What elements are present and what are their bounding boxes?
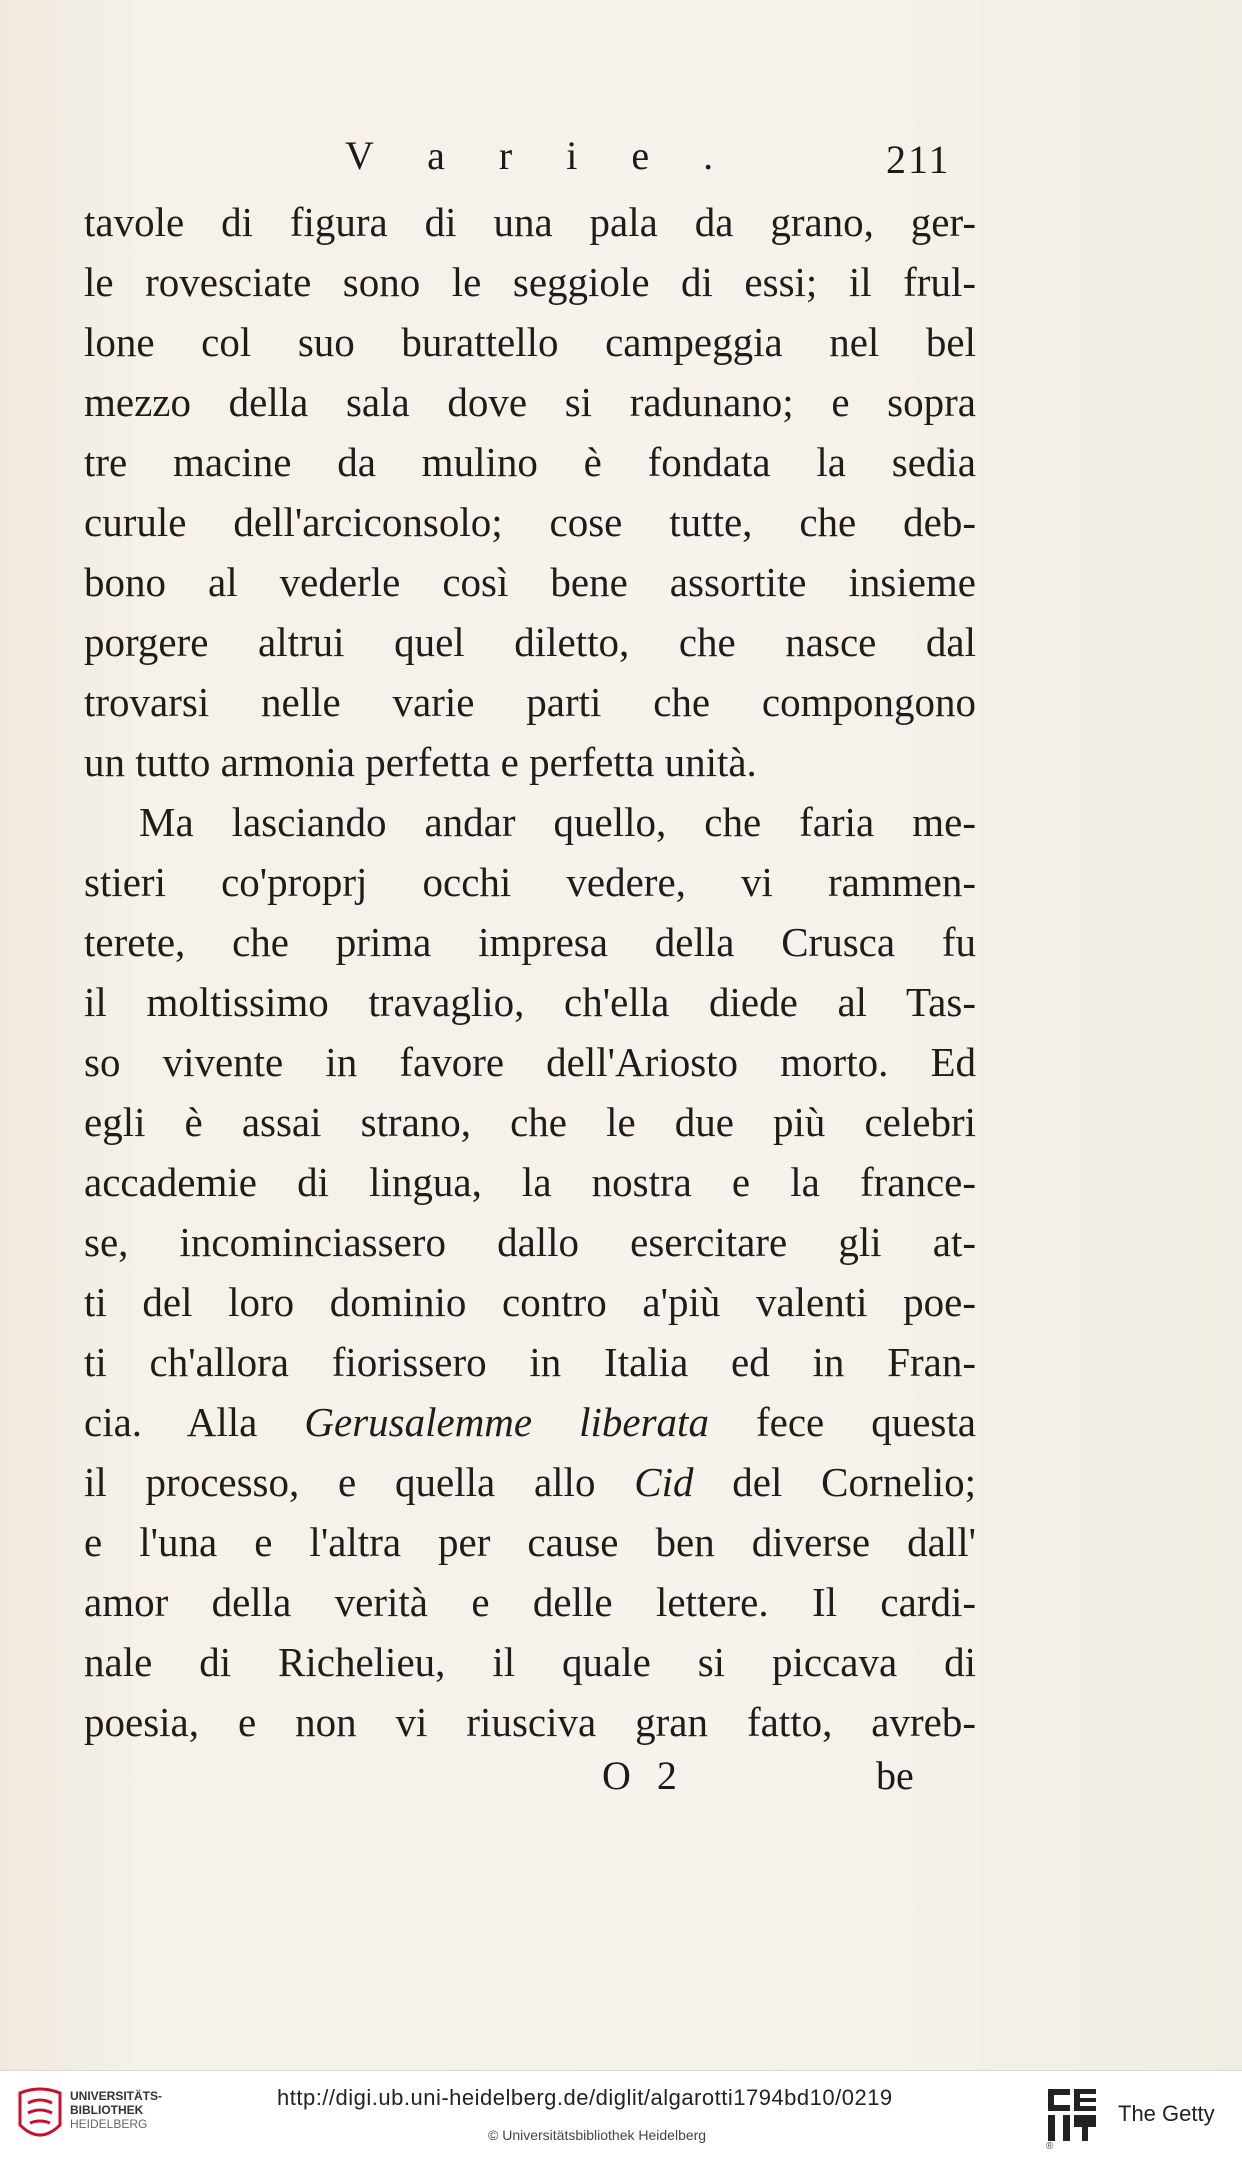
text-run: il processo, e quella allo [84, 1459, 635, 1505]
text-line: ti del loro dominio contro a'più valenti poe- [84, 1279, 976, 1325]
italic-title: Gerusalemme liberata [304, 1399, 709, 1445]
text-line: nale di Richelieu, il quale si piccava di [84, 1639, 976, 1685]
copyright-notice: © Universitätsbibliothek Heidelberg [488, 2127, 707, 2143]
text-line: mezzo della sala dove si radunano; e sopra [84, 379, 976, 425]
running-head-title: V a r i e . [345, 133, 736, 178]
text-line: terete, che prima impresa della Crusca fu [84, 919, 976, 965]
text-line: se, incominciassero dallo esercitare gli at- [84, 1219, 976, 1265]
permalink-url[interactable]: http://digi.ub.uni-heidelberg.de/diglit/algarotti1794bd10/0219 [277, 2085, 893, 2110]
registered-mark: ® [1046, 2141, 1054, 2152]
page-number: 211 [886, 137, 951, 182]
text-line: il moltissimo travaglio, ch'ella diede al Tas- [84, 979, 976, 1025]
italic-title: Cid [634, 1459, 694, 1505]
text-run: cia. Alla [84, 1399, 305, 1445]
text-line: lone col suo burattello campeggia nel bel [84, 319, 976, 365]
viewer-footer [0, 2070, 1242, 2159]
text-line: porgere altrui quel diletto, che nasce dal [84, 619, 976, 665]
text-line: trovarsi nelle varie parti che compongono [84, 679, 976, 725]
text-line-paragraph-start: Ma lasciando andar quello, che faria me- [139, 799, 976, 845]
text-line: un tutto armonia perfetta e perfetta unità. [84, 739, 757, 785]
text-line: tre macine da mulino è fondata la sedia [84, 439, 976, 485]
library-name-line: UNIVERSITÄTS- [70, 2089, 163, 2103]
text-run: del Cornelio; [693, 1459, 976, 1505]
text-line: tavole di figura di una pala da grano, ger- [84, 199, 976, 245]
getty-logo-icon[interactable] [1046, 2087, 1098, 2145]
university-library-name [70, 2089, 162, 2131]
body-text [84, 192, 976, 1752]
university-library-logo-icon[interactable] [14, 2085, 66, 2145]
text-line: curule dell'arciconsolo; cose tutte, che deb- [84, 499, 976, 545]
text-line: e l'una e l'altra per cause ben diverse dall' [84, 1519, 976, 1565]
library-name-line: HEIDELBERG [70, 2117, 148, 2131]
text-line-italic-title [84, 1392, 976, 1452]
text-line: so vivente in favore dell'Ariosto morto. Ed [84, 1039, 976, 1085]
catchword: be [876, 1753, 914, 1798]
text-line: poesia, e non vi riusciva gran fatto, avreb- [84, 1699, 976, 1745]
text-run: fece questa [708, 1399, 976, 1445]
text-line-italic-title [84, 1452, 976, 1512]
signature-mark: O 2 [602, 1753, 685, 1798]
getty-label: The Getty [1118, 2101, 1215, 2126]
text-line: accademie di lingua, la nostra e la france- [84, 1159, 976, 1205]
text-line: le rovesciate sono le seggiole di essi; il frul- [84, 259, 976, 305]
text-line: ti ch'allora fiorissero in Italia ed in Fran- [84, 1339, 976, 1385]
text-line: stieri co'proprj occhi vedere, vi rammen- [84, 859, 976, 905]
text-line: amor della verità e delle lettere. Il cardi- [84, 1579, 976, 1625]
text-line: bono al vederle così bene assortite insieme [84, 559, 976, 605]
library-name-line: BIBLIOTHEK [70, 2103, 144, 2117]
catchline [0, 1752, 1242, 1812]
running-head [0, 132, 1242, 186]
text-line: egli è assai strano, che le due più celebri [84, 1099, 976, 1145]
